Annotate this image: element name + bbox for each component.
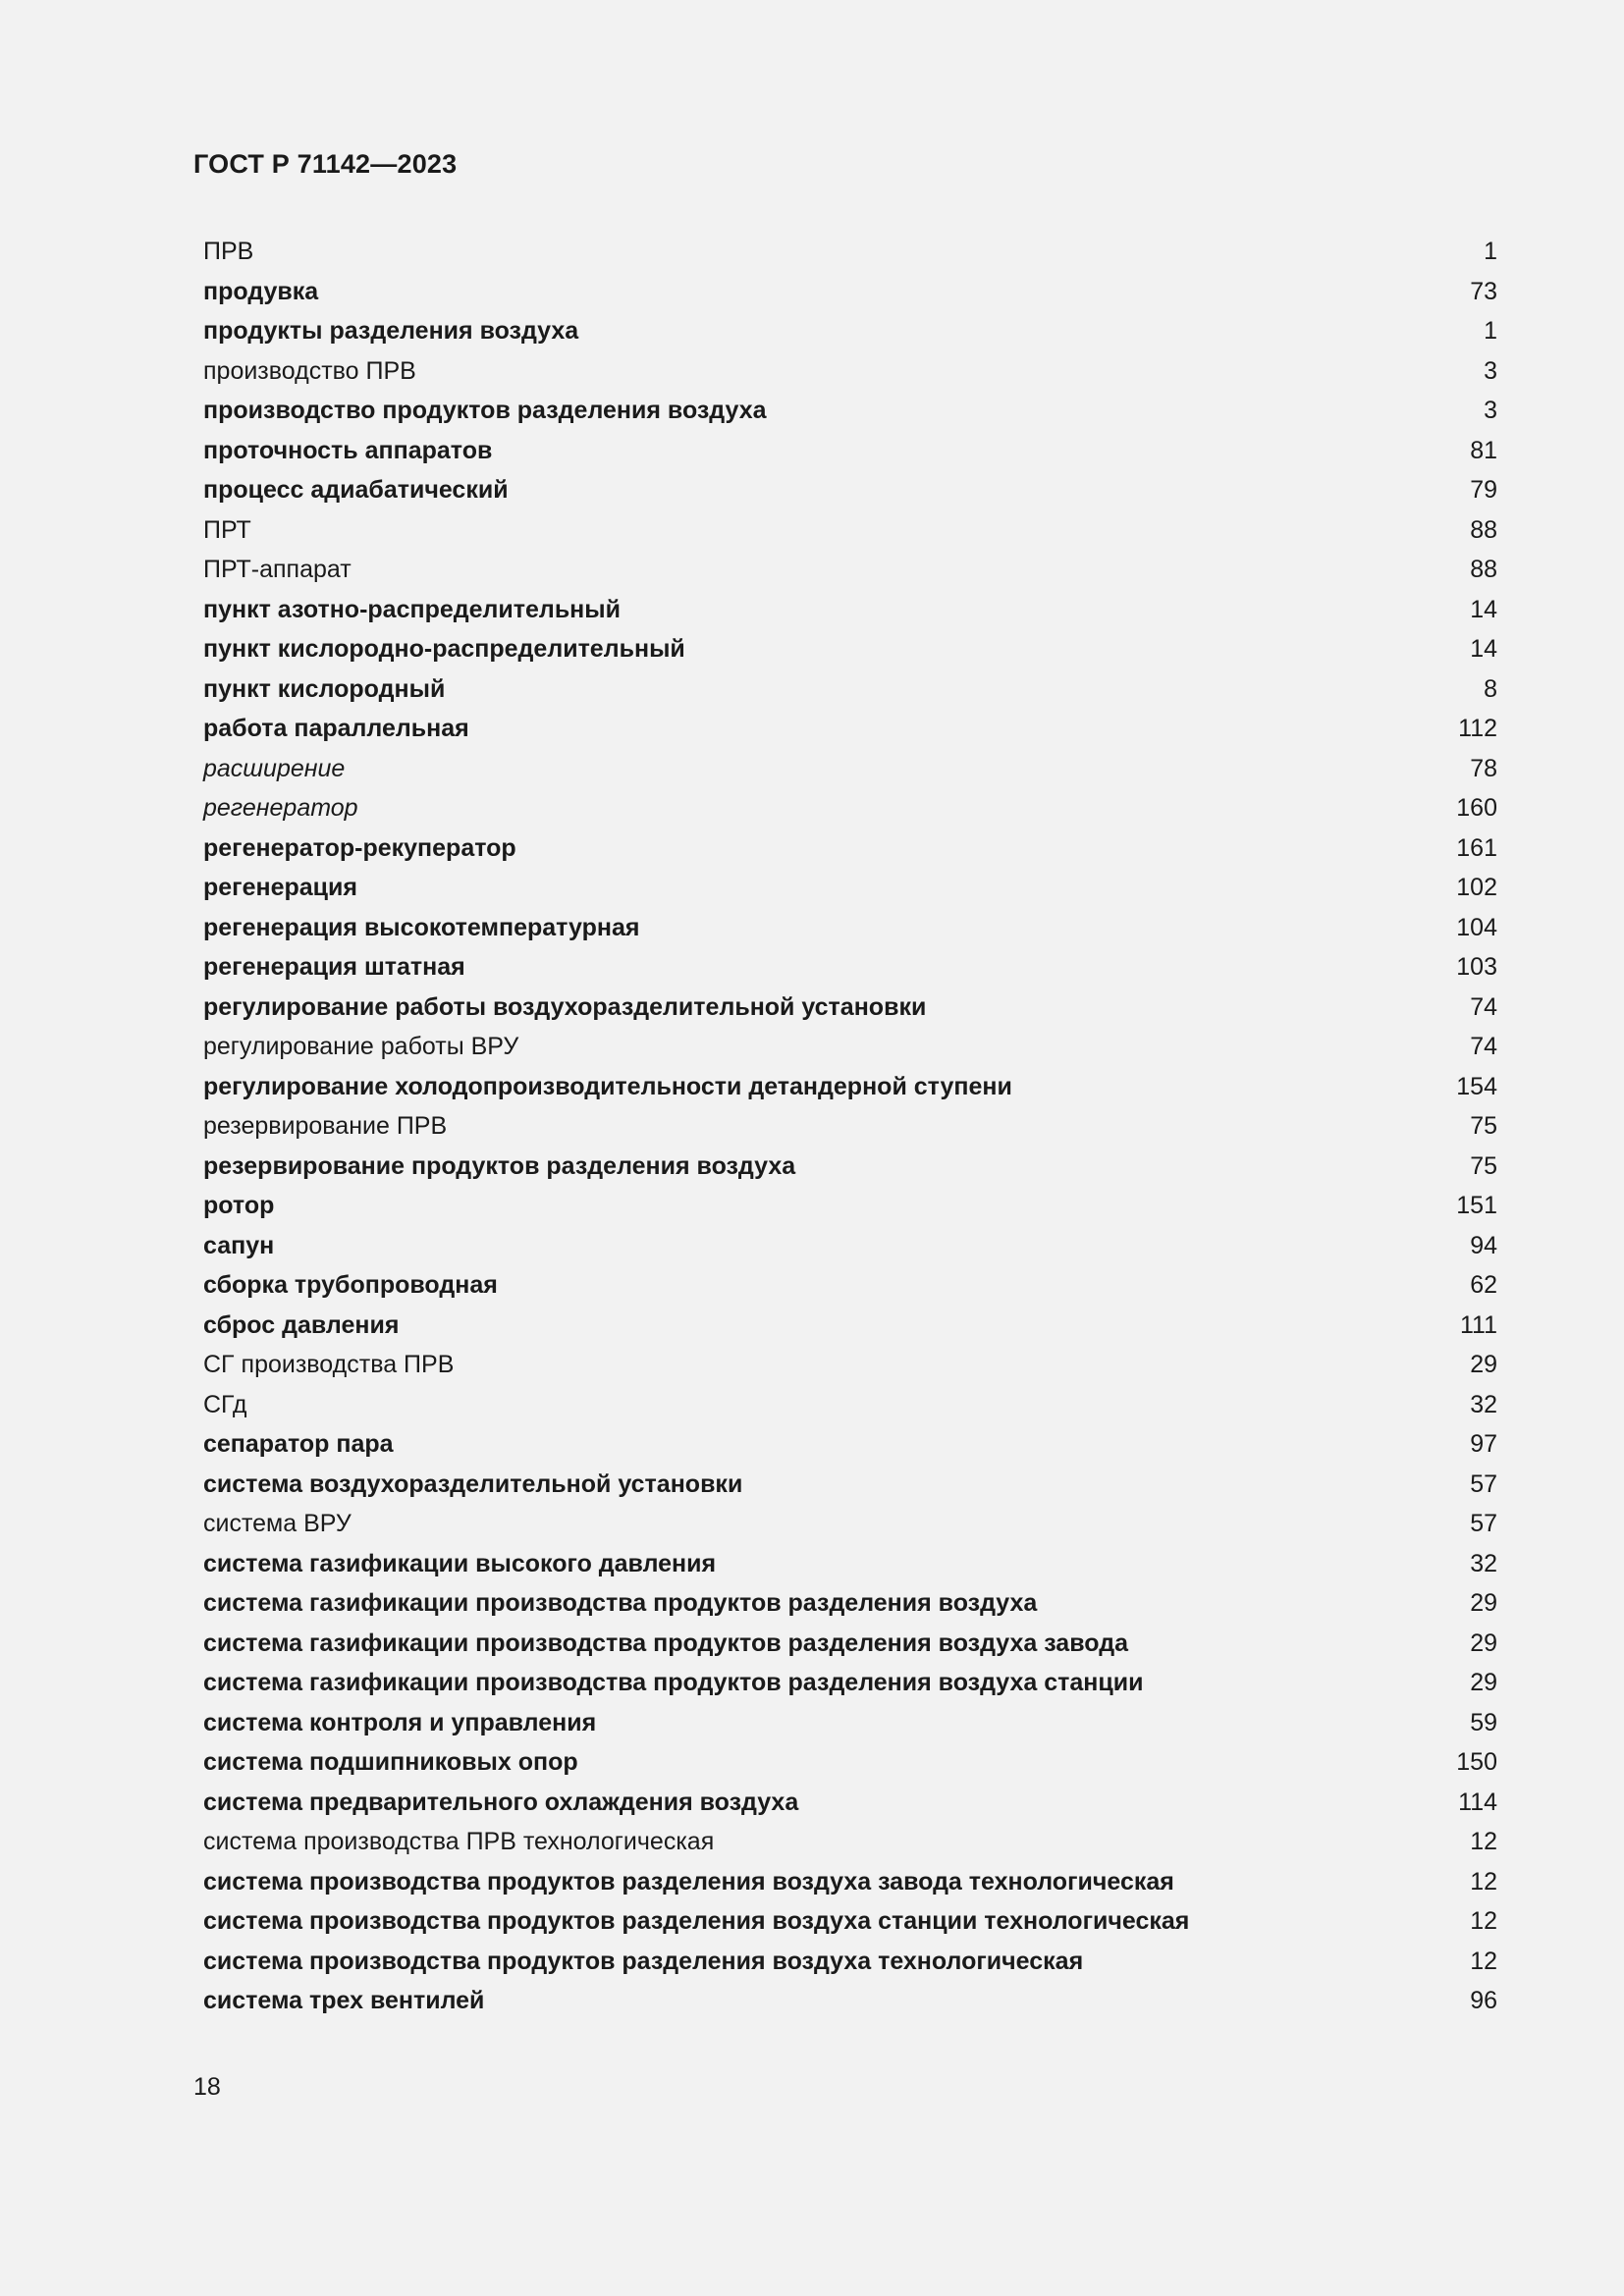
index-term: сброс давления	[203, 1310, 400, 1339]
index-term: регенератор	[203, 794, 358, 822]
index-page-ref: 59	[1470, 1708, 1497, 1736]
index-page-ref: 32	[1470, 1549, 1497, 1577]
index-entry	[203, 1345, 1497, 1385]
index-term: расширение	[203, 754, 346, 782]
index-page-ref: 75	[1470, 1112, 1497, 1140]
index-term: система воздухоразделительной установки	[203, 1469, 743, 1498]
index-entry	[203, 1624, 1497, 1664]
index-term: система газификации производства продуктов разделения воздуха	[203, 1589, 1038, 1617]
index-term: пункт азотно-распределительный	[203, 595, 621, 623]
index-term: проточность аппаратов	[203, 436, 493, 464]
index-term: система производства ПРВ технологическая	[203, 1828, 715, 1855]
index-entry	[203, 1981, 1497, 2021]
index-term: сепаратор пара	[203, 1430, 394, 1458]
index-entry	[203, 629, 1497, 669]
index-entry	[203, 1703, 1497, 1743]
index-page-ref: 88	[1470, 515, 1497, 544]
index-entry	[203, 868, 1497, 908]
index-entry	[203, 1306, 1497, 1346]
index-entry	[203, 272, 1497, 312]
index-page-ref: 74	[1470, 1033, 1497, 1060]
index-term: производство ПРВ	[203, 356, 416, 385]
index-term: продувка	[203, 277, 319, 305]
index-term: регенерация	[203, 874, 357, 901]
index-term: система трех вентилей	[203, 1987, 485, 2014]
index-entry	[203, 1226, 1497, 1266]
index-term: резервирование ПРВ	[203, 1112, 448, 1140]
index-term: процесс адиабатический	[203, 476, 509, 504]
index-page-ref: 57	[1470, 1510, 1497, 1537]
index-entry	[203, 1783, 1497, 1823]
index-term: система производства продуктов разделения воздуха завода технологическая	[203, 1867, 1174, 1896]
index-entry	[203, 1742, 1497, 1783]
index-entry	[203, 1147, 1497, 1187]
index-term: система подшипниковых опор	[203, 1748, 578, 1776]
index-entry	[203, 1544, 1497, 1584]
index-page-ref: 79	[1470, 476, 1497, 504]
index-term: система производства продуктов разделения воздуха технологическая	[203, 1947, 1084, 1975]
index-term: система газификации производства продуктов разделения воздуха станции	[203, 1669, 1144, 1696]
index-entry	[203, 1583, 1497, 1624]
index-entry	[203, 470, 1497, 510]
index-page-ref: 150	[1456, 1748, 1497, 1776]
index-page-ref: 29	[1470, 1669, 1497, 1696]
index-page-ref: 151	[1456, 1192, 1497, 1219]
index-entry	[203, 1504, 1497, 1544]
index-entry	[203, 1106, 1497, 1147]
index-page-ref: 14	[1470, 635, 1497, 663]
index-entry	[203, 788, 1497, 828]
index-page-ref: 3	[1484, 356, 1497, 385]
index-entry	[203, 1424, 1497, 1465]
index-page-ref: 75	[1470, 1151, 1497, 1180]
index-entry	[203, 510, 1497, 551]
index-term: система газификации высокого давления	[203, 1549, 717, 1577]
index-entry	[203, 1385, 1497, 1425]
index-page-ref: 12	[1470, 1867, 1497, 1896]
index-page-ref: 74	[1470, 992, 1497, 1021]
index-page-ref: 8	[1484, 674, 1497, 703]
index-entry	[203, 1901, 1497, 1942]
index-term: ПРТ-аппарат	[203, 556, 352, 583]
index-entry	[203, 311, 1497, 351]
index-page-ref: 29	[1470, 1589, 1497, 1617]
index-entry	[203, 590, 1497, 630]
index-term: продукты разделения воздуха	[203, 317, 579, 345]
document-header: ГОСТ Р 71142—2023	[193, 149, 458, 179]
index-entry	[203, 947, 1497, 988]
index-page-ref: 1	[1484, 317, 1497, 345]
index-page-ref: 32	[1470, 1390, 1497, 1418]
index-term: регенератор-рекуператор	[203, 833, 516, 862]
index-entry	[203, 1027, 1497, 1067]
index-entry	[203, 1822, 1497, 1862]
index-term: система ВРУ	[203, 1510, 352, 1537]
index-page-ref: 12	[1470, 1907, 1497, 1935]
index-term: пункт кислородный	[203, 674, 446, 703]
index-term: производство продуктов разделения воздуха	[203, 397, 767, 424]
index-page-ref: 96	[1470, 1987, 1497, 2014]
index-page-ref: 29	[1470, 1629, 1497, 1657]
index-page-ref: 29	[1470, 1351, 1497, 1378]
index-term: пункт кислородно-распределительный	[203, 635, 685, 663]
index-page-ref: 73	[1470, 277, 1497, 305]
index-entry	[203, 431, 1497, 471]
index-entry	[203, 391, 1497, 431]
index-term: СГ производства ПРВ	[203, 1351, 455, 1378]
index-page-ref: 111	[1459, 1310, 1497, 1339]
index-page-ref: 112	[1458, 715, 1497, 742]
index-term: ПРВ	[203, 238, 254, 265]
index-entry	[203, 1663, 1497, 1703]
index-page-ref: 102	[1456, 874, 1497, 901]
index-entry	[203, 669, 1497, 710]
index-entry	[203, 351, 1497, 392]
index-page-ref: 3	[1484, 397, 1497, 424]
index-term: резервирование продуктов разделения воздуха	[203, 1151, 796, 1180]
index-page-ref: 88	[1470, 556, 1497, 583]
index-page-ref: 154	[1456, 1072, 1497, 1100]
index-term: регенерация штатная	[203, 953, 465, 981]
page-number: 18	[193, 2073, 221, 2101]
index-entry	[203, 1186, 1497, 1226]
index-term: регулирование работы воздухоразделительной установки	[203, 992, 927, 1021]
index-entry	[203, 1862, 1497, 1902]
index-term: работа параллельная	[203, 715, 469, 742]
index-entry	[203, 749, 1497, 789]
index-term: регулирование холодопроизводительности детандерной ступени	[203, 1072, 1012, 1100]
index-page-ref: 81	[1470, 436, 1497, 464]
index-page-ref: 97	[1470, 1430, 1497, 1458]
index-term: СГд	[203, 1390, 247, 1418]
index-entry	[203, 988, 1497, 1028]
index-term: ПРТ	[203, 515, 251, 544]
index-term: регулирование работы ВРУ	[203, 1033, 519, 1060]
index-entry	[203, 550, 1497, 590]
index-page-ref: 103	[1456, 953, 1497, 981]
index-page-ref: 12	[1470, 1828, 1497, 1855]
index-entry	[203, 709, 1497, 749]
index-entry	[203, 828, 1497, 869]
index-entry	[203, 232, 1497, 272]
alphabetical-index	[203, 232, 1497, 2021]
index-term: сапун	[203, 1231, 275, 1259]
index-term: сборка трубопроводная	[203, 1271, 498, 1299]
index-page-ref: 12	[1470, 1947, 1497, 1975]
index-entry	[203, 908, 1497, 948]
index-page-ref: 114	[1458, 1788, 1497, 1816]
index-term: система производства продуктов разделения воздуха станции технологическая	[203, 1907, 1190, 1935]
index-page-ref: 1	[1484, 238, 1497, 265]
index-term: ротор	[203, 1192, 275, 1219]
index-entry	[203, 1067, 1497, 1107]
index-page-ref: 57	[1470, 1469, 1497, 1498]
index-entry	[203, 1265, 1497, 1306]
index-page-ref: 78	[1470, 754, 1497, 782]
index-page-ref: 14	[1470, 595, 1497, 623]
index-entry	[203, 1465, 1497, 1505]
index-term: система газификации производства продуктов разделения воздуха завода	[203, 1629, 1128, 1657]
index-term: система предварительного охлаждения воздуха	[203, 1788, 799, 1816]
index-page-ref: 104	[1456, 913, 1497, 941]
index-entry	[203, 1942, 1497, 1982]
index-page-ref: 94	[1470, 1231, 1497, 1259]
index-page-ref: 62	[1470, 1271, 1497, 1299]
index-page-ref: 160	[1456, 794, 1497, 822]
index-term: регенерация высокотемпературная	[203, 913, 640, 941]
index-term: система контроля и управления	[203, 1708, 597, 1736]
index-page-ref: 161	[1456, 833, 1497, 862]
